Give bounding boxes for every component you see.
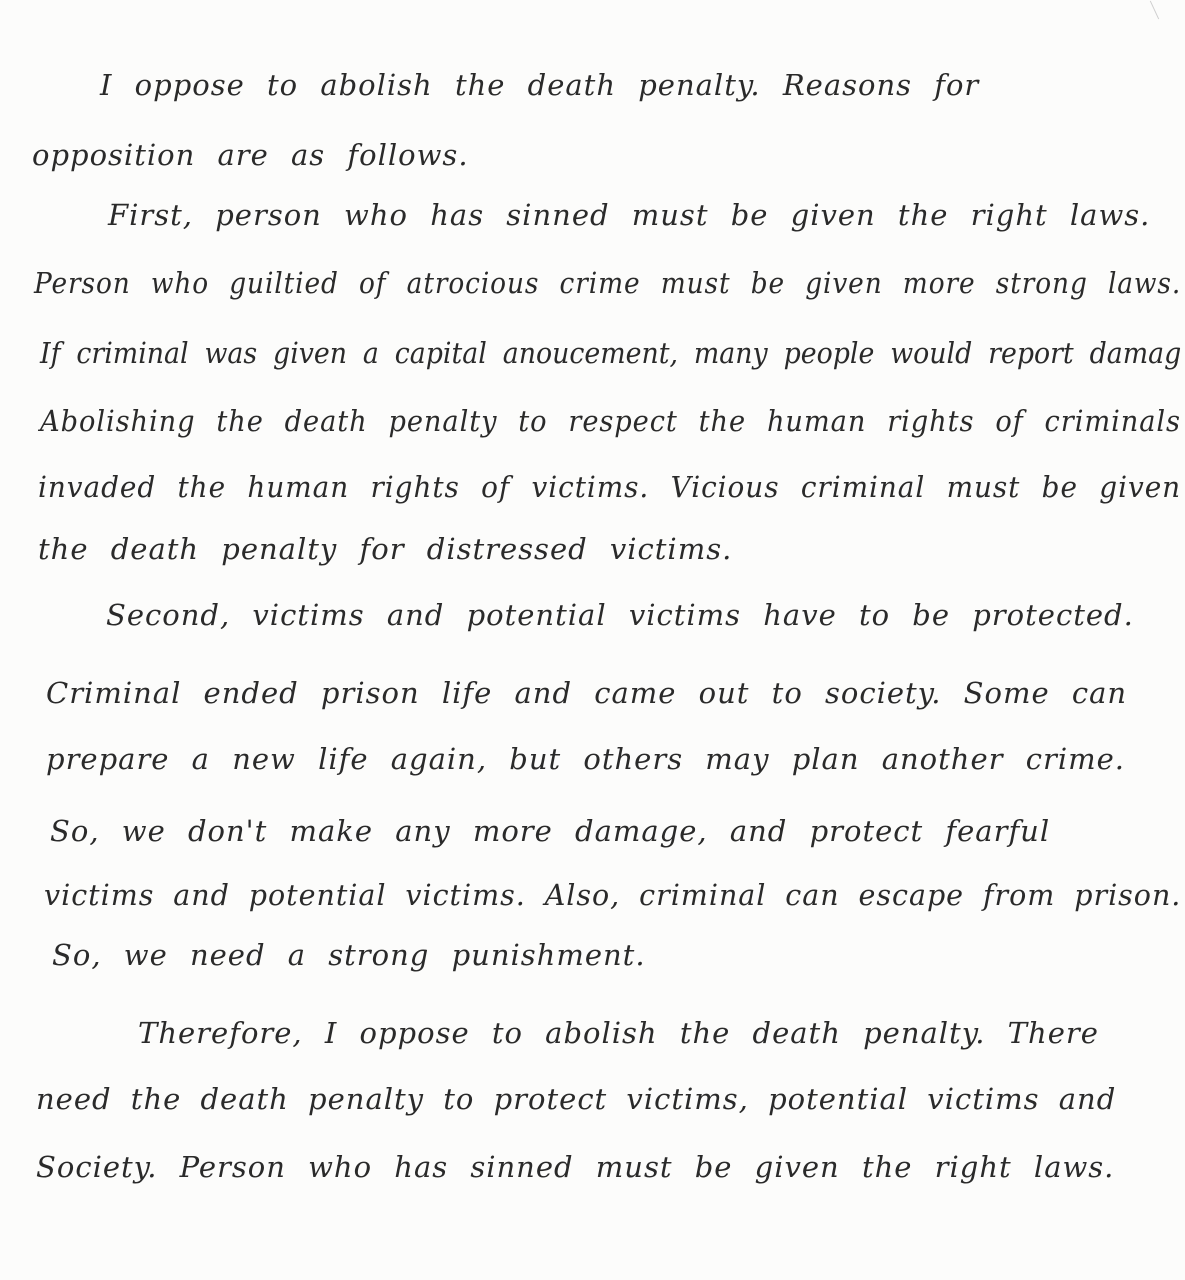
text-line-17: Society. Person who has sinned must be given the right laws. — [36, 1150, 1115, 1184]
text-line-10: Criminal ended prison life and came out to society. Some can — [46, 676, 1128, 710]
text-line-9: Second, victims and potential victims have to be protected. — [106, 598, 1134, 632]
corner-mark — [1150, 1, 1159, 20]
text-line-1: I oppose to abolish the death penalty. Reasons for — [100, 68, 980, 102]
text-line-16: need the death penalty to protect victims, potential victims and — [36, 1082, 1117, 1116]
text-line-14: So, we need a strong punishment. — [52, 938, 646, 972]
text-line-7: invaded the human rights of victims. Vicious criminal must be given — [38, 470, 1182, 504]
text-line-6: Abolishing the death penalty to respect the human rights of criminals — [40, 404, 1181, 438]
text-line-12: So, we don't make any more damage, and protect fearful — [50, 814, 1051, 848]
text-line-4: Person who guiltied of atrocious crime must be given more strong laws. — [34, 266, 1182, 300]
text-line-15: Therefore, I oppose to abolish the death penalty. There — [138, 1016, 1099, 1050]
text-line-5: If criminal was given a capital anoucement, many people would report damag — [40, 336, 1182, 370]
text-line-11: prepare a new life again, but others may plan another crime. — [46, 742, 1125, 776]
text-line-2: opposition are as follows. — [32, 138, 469, 172]
text-line-3: First, person who has sinned must be given the right laws. — [108, 198, 1151, 232]
text-line-13: victims and potential victims. Also, criminal can escape from prison. — [44, 878, 1182, 912]
text-line-8: the death penalty for distressed victims. — [38, 532, 733, 566]
